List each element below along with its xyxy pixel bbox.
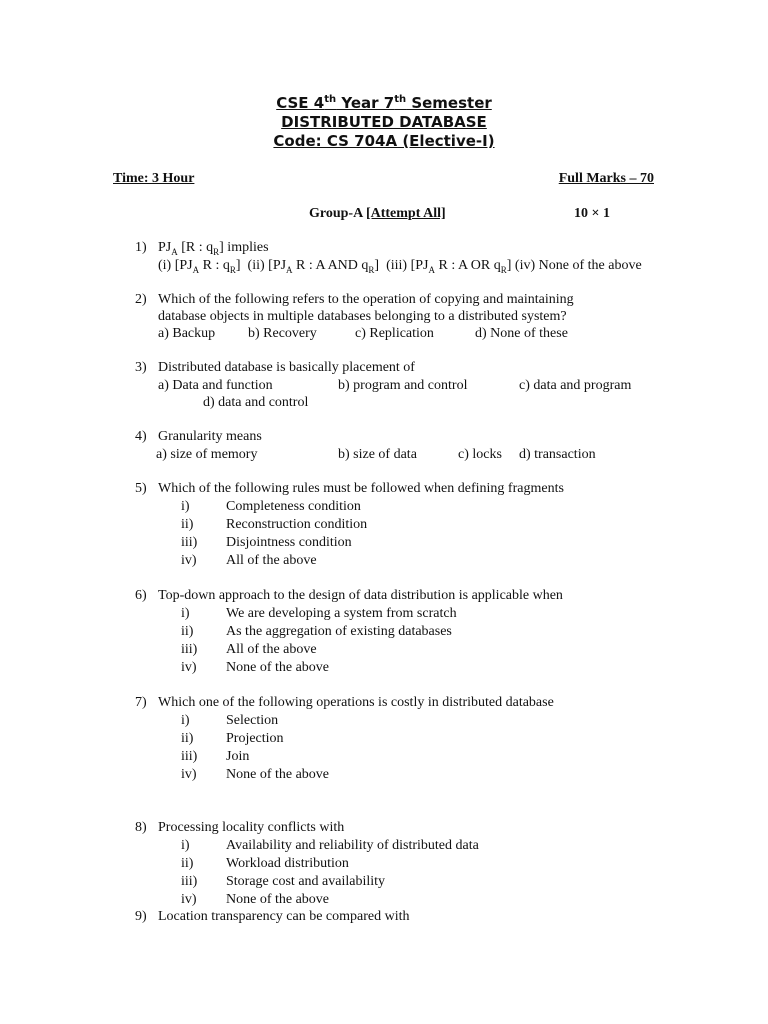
option-subscript: A — [428, 264, 435, 275]
full-marks: Full Marks – 70 — [558, 171, 654, 186]
question-stem: Top-down approach to the design of data distribution is applicable when — [158, 588, 563, 603]
item-text: Availability and reliability of distributed data — [226, 838, 479, 853]
item-text: As the aggregation of existing databases — [226, 624, 452, 639]
item-text: Disjointness condition — [226, 535, 352, 550]
question-number: 7) — [135, 695, 147, 710]
question-stem: Which of the following refers to the operation of copying and maintaining — [158, 292, 574, 307]
question-stem: Location transparency can be compared with — [158, 909, 410, 924]
item-text: Storage cost and availability — [226, 874, 386, 889]
question-stem: Processing locality conflicts with — [158, 820, 345, 835]
question-stem: Which of the following rules must be followed when defining fragments — [158, 481, 564, 496]
ordinal-suffix: th — [324, 94, 337, 105]
item-numeral: iv) — [181, 553, 197, 568]
question-stem: Distributed database is basically placement of — [158, 360, 415, 375]
stem-text: PJ — [158, 240, 172, 255]
option-iv: (iv) None of the above — [514, 258, 642, 273]
question-stem: Granularity means — [158, 429, 262, 444]
option-subscript: A — [192, 264, 200, 275]
question-stem — [158, 239, 269, 256]
stem-text: [R : q — [177, 240, 214, 255]
option-i: R : q — [199, 258, 230, 273]
question-number: 9) — [135, 909, 147, 924]
subject-title: DISTRIBUTED DATABASE — [281, 113, 487, 131]
item-text: We are developing a system from scratch — [226, 606, 457, 621]
question-number: 6) — [135, 588, 147, 603]
item-numeral: iv) — [181, 660, 197, 675]
group-label: Group-A — [309, 206, 366, 221]
item-numeral: i) — [181, 838, 190, 853]
option-a: a) size of memory — [156, 447, 258, 462]
option-ii: ] — [374, 258, 380, 273]
option-c: c) locks — [458, 447, 502, 462]
item-text: Workload distribution — [226, 856, 349, 871]
stem-subscript: A — [171, 246, 178, 257]
option-iii: (iii) [PJ — [386, 258, 429, 273]
marks-scheme: 10 × 1 — [574, 206, 610, 221]
question-stem: Which one of the following operations is costly in distributed database — [158, 695, 554, 710]
item-numeral: ii) — [181, 517, 194, 532]
item-text: None of the above — [226, 660, 330, 675]
item-numeral: iv) — [181, 892, 197, 907]
option-iii: R : A OR q — [434, 258, 501, 273]
question-stem: database objects in multiple databases belonging to a distributed system? — [158, 309, 567, 324]
subject-code: Code: CS 704A (Elective-I) — [273, 132, 495, 150]
course-heading-text: CSE 4 — [276, 94, 325, 112]
answer-options — [158, 257, 642, 274]
question-number: 3) — [135, 360, 147, 375]
option-subscript: R — [500, 264, 507, 275]
option-subscript: R — [229, 264, 236, 275]
item-text: All of the above — [226, 553, 317, 568]
option-iii: ] — [506, 258, 512, 273]
option-i: ] — [235, 258, 241, 273]
question-number: 4) — [135, 429, 147, 444]
item-text: Completeness condition — [226, 499, 361, 514]
option-b: b) Recovery — [248, 326, 317, 341]
option-b: b) program and control — [338, 378, 468, 393]
item-numeral: iii) — [181, 749, 198, 764]
item-numeral: iii) — [181, 642, 198, 657]
item-numeral: i) — [181, 499, 190, 514]
option-ii: R : A AND q — [292, 258, 369, 273]
item-numeral: iv) — [181, 767, 197, 782]
option-c: c) data and program — [519, 378, 632, 393]
item-numeral: iii) — [181, 535, 198, 550]
course-heading-text: Year 7 — [336, 94, 395, 112]
item-text: None of the above — [226, 767, 330, 782]
ordinal-suffix: th — [394, 94, 407, 105]
option-ii: (ii) [PJ — [247, 258, 287, 273]
item-numeral: i) — [181, 713, 190, 728]
item-text: Join — [226, 749, 250, 764]
question-number: 2) — [135, 292, 147, 307]
question-number: 8) — [135, 820, 147, 835]
exam-time: Time: 3 Hour — [113, 171, 195, 186]
option-b: b) size of data — [338, 447, 417, 462]
option-d: d) None of these — [475, 326, 568, 341]
item-text: Projection — [226, 731, 284, 746]
option-d: d) transaction — [519, 447, 596, 462]
question-number: 1) — [135, 240, 147, 255]
option-subscript: A — [286, 264, 293, 275]
item-text: None of the above — [226, 892, 330, 907]
item-numeral: ii) — [181, 731, 194, 746]
question-number: 5) — [135, 481, 147, 496]
item-text: Selection — [226, 713, 279, 728]
option-a: a) Backup — [158, 326, 216, 341]
item-numeral: iii) — [181, 874, 198, 889]
item-text: Reconstruction condition — [226, 517, 368, 532]
option-subscript: R — [368, 264, 375, 275]
option-c: c) Replication — [355, 326, 434, 341]
option-a: a) Data and function — [158, 378, 273, 393]
group-heading — [309, 205, 446, 222]
option-i: (i) [PJ — [158, 258, 193, 273]
course-heading-text: Semester — [406, 94, 492, 112]
group-instruction: [Attempt All] — [365, 206, 446, 221]
course-heading — [0, 94, 768, 112]
item-numeral: ii) — [181, 856, 194, 871]
option-d: d) data and control — [203, 395, 309, 410]
item-numeral: i) — [181, 606, 190, 621]
item-numeral: ii) — [181, 624, 194, 639]
stem-subscript: R — [213, 246, 220, 257]
stem-text: ] implies — [219, 240, 269, 255]
item-text: All of the above — [226, 642, 317, 657]
